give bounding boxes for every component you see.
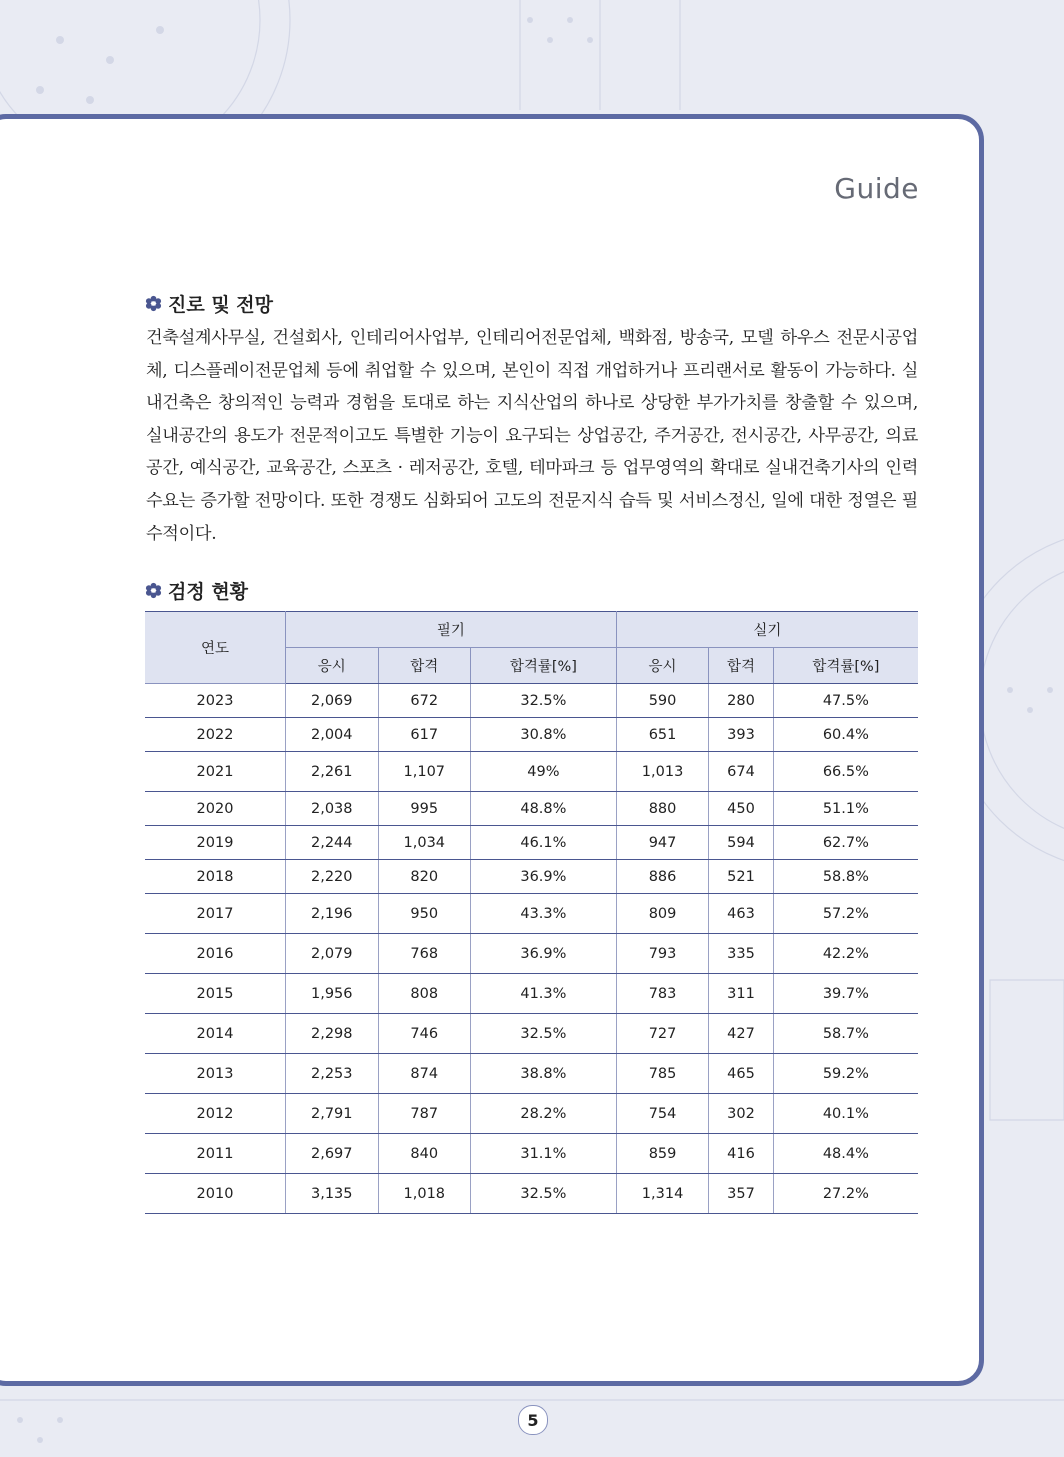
career-paragraph: 건축설계사무실, 건설회사, 인테리어사업부, 인테리어전문업체, 백화점, 방송국, 모델 하우스 전문시공업체, 디스플레이전문업체 등에 취업할 수 있으며, 본인이 직접 개업하거나 프리랜서로 활동이 가능하다. 실내건축은 창의적인 능력과 경험을 토대로 하는 지식산업의 하나로 상당한 부가가치를 창출할 수 있으며, 실내공간의 용도가 전문적이고도 특별한 기능이 요구되는 상업공간, 주거공간, 전시공간, 사무공간, 의료공간, 예식공간, 교육공간, 스포츠 · 레저공간, 호텔, 테마파크 등 업무영역의 확대로 실내건축기사의 인력수요는 증가할 전망이다. 또한 경쟁도 심화되어 고도의 전문지식 습득 및 서비스정신, 일에 대한 정열은 필수적이다. xyxy=(146,328,918,544)
table-cell: 808 xyxy=(378,974,471,1014)
table-cell: 793 xyxy=(616,934,709,974)
column-header: 합격 xyxy=(378,648,471,684)
table-row xyxy=(145,826,918,860)
table-cell: 36.9% xyxy=(471,934,617,974)
table-row xyxy=(145,860,918,894)
table-cell: 30.8% xyxy=(471,718,617,752)
table-cell: 2,196 xyxy=(286,894,379,934)
table-cell: 47.5% xyxy=(773,684,918,718)
table-cell: 57.2% xyxy=(773,894,918,934)
table-cell: 48.8% xyxy=(471,792,617,826)
column-header: 합격률[%] xyxy=(773,648,918,684)
table-row xyxy=(145,1134,918,1174)
table-cell: 2,697 xyxy=(286,1134,379,1174)
table-cell: 302 xyxy=(709,1094,773,1134)
year-header: 연도 xyxy=(145,612,286,684)
year-cell: 2015 xyxy=(145,974,286,1014)
table-cell: 49% xyxy=(471,752,617,792)
table-cell: 59.2% xyxy=(773,1054,918,1094)
table-cell: 947 xyxy=(616,826,709,860)
table-cell: 2,038 xyxy=(286,792,379,826)
table-cell: 820 xyxy=(378,860,471,894)
table-cell: 2,298 xyxy=(286,1014,379,1054)
table-cell: 32.5% xyxy=(471,1174,617,1214)
table-cell: 36.9% xyxy=(471,860,617,894)
table-row xyxy=(145,684,918,718)
year-cell: 2016 xyxy=(145,934,286,974)
table-cell: 2,261 xyxy=(286,752,379,792)
table-cell: 465 xyxy=(709,1054,773,1094)
year-cell: 2011 xyxy=(145,1134,286,1174)
flower-icon xyxy=(145,582,162,599)
table-cell: 617 xyxy=(378,718,471,752)
table-cell: 2,004 xyxy=(286,718,379,752)
table-row xyxy=(145,934,918,974)
table-cell: 427 xyxy=(709,1014,773,1054)
written-header: 필기 xyxy=(286,612,617,648)
table-cell: 785 xyxy=(616,1054,709,1094)
table-cell: 58.8% xyxy=(773,860,918,894)
table-row xyxy=(145,1174,918,1214)
table-cell: 393 xyxy=(709,718,773,752)
table-cell: 874 xyxy=(378,1054,471,1094)
table-cell: 674 xyxy=(709,752,773,792)
table-cell: 1,107 xyxy=(378,752,471,792)
table-row xyxy=(145,752,918,792)
table-cell: 2,069 xyxy=(286,684,379,718)
table-row xyxy=(145,1014,918,1054)
table-cell: 727 xyxy=(616,1014,709,1054)
table-cell: 1,013 xyxy=(616,752,709,792)
table-cell: 280 xyxy=(709,684,773,718)
table-row xyxy=(145,974,918,1014)
table-cell: 590 xyxy=(616,684,709,718)
table-cell: 48.4% xyxy=(773,1134,918,1174)
practical-header: 실기 xyxy=(616,612,918,648)
table-cell: 995 xyxy=(378,792,471,826)
table-cell: 60.4% xyxy=(773,718,918,752)
table-cell: 2,244 xyxy=(286,826,379,860)
table-cell: 672 xyxy=(378,684,471,718)
table-cell: 809 xyxy=(616,894,709,934)
column-header: 합격률[%] xyxy=(471,648,617,684)
table-cell: 32.5% xyxy=(471,1014,617,1054)
table-cell: 31.1% xyxy=(471,1134,617,1174)
table-cell: 754 xyxy=(616,1094,709,1134)
table-cell: 859 xyxy=(616,1134,709,1174)
table-cell: 2,791 xyxy=(286,1094,379,1134)
table-cell: 768 xyxy=(378,934,471,974)
year-cell: 2010 xyxy=(145,1174,286,1214)
page-number: 5 xyxy=(518,1405,548,1435)
table-row xyxy=(145,718,918,752)
year-cell: 2022 xyxy=(145,718,286,752)
table-cell: 46.1% xyxy=(471,826,617,860)
table-cell: 51.1% xyxy=(773,792,918,826)
table-cell: 594 xyxy=(709,826,773,860)
table-cell: 746 xyxy=(378,1014,471,1054)
table-body xyxy=(145,684,918,1214)
table-cell: 41.3% xyxy=(471,974,617,1014)
table-cell: 335 xyxy=(709,934,773,974)
table-cell: 1,314 xyxy=(616,1174,709,1214)
year-cell: 2013 xyxy=(145,1054,286,1094)
column-header: 응시 xyxy=(286,648,379,684)
table-cell: 39.7% xyxy=(773,974,918,1014)
column-header: 합격 xyxy=(709,648,773,684)
table-cell: 32.5% xyxy=(471,684,617,718)
table-cell: 38.8% xyxy=(471,1054,617,1094)
table-cell: 66.5% xyxy=(773,752,918,792)
table-cell: 311 xyxy=(709,974,773,1014)
table-cell: 3,135 xyxy=(286,1174,379,1214)
table-cell: 783 xyxy=(616,974,709,1014)
table-cell: 880 xyxy=(616,792,709,826)
flower-icon xyxy=(145,295,162,312)
table-cell: 42.2% xyxy=(773,934,918,974)
table-cell: 62.7% xyxy=(773,826,918,860)
exam-section-title xyxy=(145,577,248,604)
table-cell: 1,034 xyxy=(378,826,471,860)
career-section-title xyxy=(145,290,273,317)
guide-label: Guide xyxy=(834,172,919,205)
year-cell: 2021 xyxy=(145,752,286,792)
year-cell: 2019 xyxy=(145,826,286,860)
table-row xyxy=(145,894,918,934)
year-cell: 2017 xyxy=(145,894,286,934)
table-cell: 1,018 xyxy=(378,1174,471,1214)
table-cell: 2,253 xyxy=(286,1054,379,1094)
year-cell: 2014 xyxy=(145,1014,286,1054)
table-cell: 2,220 xyxy=(286,860,379,894)
table-cell: 43.3% xyxy=(471,894,617,934)
table-cell: 416 xyxy=(709,1134,773,1174)
table-cell: 357 xyxy=(709,1174,773,1214)
table-cell: 27.2% xyxy=(773,1174,918,1214)
year-cell: 2018 xyxy=(145,860,286,894)
column-header: 응시 xyxy=(616,648,709,684)
table-cell: 463 xyxy=(709,894,773,934)
table-row xyxy=(145,1094,918,1134)
table-cell: 40.1% xyxy=(773,1094,918,1134)
table-cell: 886 xyxy=(616,860,709,894)
table-cell: 840 xyxy=(378,1134,471,1174)
table-cell: 2,079 xyxy=(286,934,379,974)
table-cell: 521 xyxy=(709,860,773,894)
table-cell: 1,956 xyxy=(286,974,379,1014)
section-heading: 진로 및 전망 xyxy=(168,294,273,316)
table-row xyxy=(145,1054,918,1094)
table-cell: 950 xyxy=(378,894,471,934)
year-cell: 2023 xyxy=(145,684,286,718)
table-cell: 28.2% xyxy=(471,1094,617,1134)
exam-stats-table xyxy=(145,611,918,1214)
table-cell: 651 xyxy=(616,718,709,752)
section-heading: 검정 현황 xyxy=(168,581,249,603)
table-row xyxy=(145,792,918,826)
year-cell: 2020 xyxy=(145,792,286,826)
table-cell: 450 xyxy=(709,792,773,826)
table-cell: 58.7% xyxy=(773,1014,918,1054)
year-cell: 2012 xyxy=(145,1094,286,1134)
table-cell: 787 xyxy=(378,1094,471,1134)
